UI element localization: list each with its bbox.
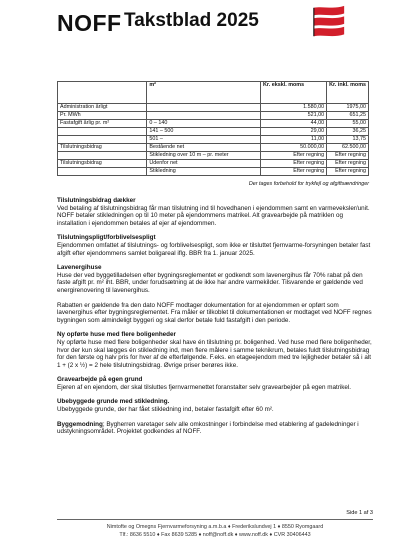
section-heading: Lavenergihuse bbox=[57, 264, 102, 272]
footer-divider bbox=[57, 519, 373, 520]
table-cell: Efter regning bbox=[327, 152, 369, 160]
header-brand: NOFF bbox=[57, 10, 122, 36]
table-cell bbox=[58, 128, 147, 136]
table-header-cell: Kr. ekskl. moms bbox=[261, 82, 327, 104]
table-cell bbox=[58, 152, 147, 160]
document-body bbox=[57, 197, 373, 443]
paragraph: Huse der ved byggetilladelsen efter bygningsreglementet er godkendt som lavenergihus får 70% rabat på den faste afgift pr. m² iht. BBR, under forudsætning at de ikke har andre varmekilder. Tilsvarende er gældende ved energirenovering til lavenergihus. bbox=[57, 271, 363, 294]
table-cell bbox=[58, 136, 147, 144]
table-cell: 0 – 140 bbox=[147, 120, 261, 128]
table-cell: 11,00 bbox=[261, 136, 327, 144]
table-cell: Udenfor net bbox=[147, 160, 261, 168]
paragraph bbox=[57, 421, 373, 436]
paragraph: Ved betaling af tilslutningsbidrag får man tilslutning ind til hovedhanen i ejendommen samt en varmeveksler/unit. bbox=[57, 204, 370, 212]
table-cell: Efter regning bbox=[327, 160, 369, 168]
table-cell: Tilslutningsbidrag bbox=[58, 160, 147, 168]
table-row bbox=[58, 144, 369, 152]
table-row bbox=[58, 136, 369, 144]
section-heading: Tilslutningsbidrag dækker bbox=[57, 197, 136, 204]
table-cell: 1975,00 bbox=[327, 104, 369, 112]
section-heading: Tilslutningspligt/forblivelsespligt bbox=[57, 234, 156, 242]
table-cell: Administration årligt bbox=[58, 104, 147, 112]
table-note: Der tages forbehold for trykfejl og afgiftsændringer bbox=[248, 181, 369, 187]
table-row bbox=[58, 160, 369, 168]
price-table bbox=[57, 81, 369, 176]
table-cell: Pr. MWh bbox=[58, 112, 147, 120]
table-cell: 13,75 bbox=[327, 136, 369, 144]
section-heading: Ny opførte huse med flere boligenheder bbox=[57, 331, 176, 339]
table-cell: 141 – 500 bbox=[147, 128, 261, 136]
footer-contact: Tlf.: 8636 5510 ♦ Fax 8639 5285 ♦ noff@noff.dk ♦ www.noff.dk ♦ CVR 30406443 bbox=[119, 532, 311, 538]
paragraph: Ejendommen omfattet af tilslutnings- og forblivelsespligt, som ikke er tilsluttet fjernvarme-forsyningen betaler fast afgift efter ejendommens samlet boligareal iflg. BBR fra 1. januar 2025. bbox=[57, 241, 371, 257]
table-row bbox=[58, 128, 369, 136]
section-heading: Gravearbejde på egen grund bbox=[57, 376, 143, 384]
paragraph: Ny opførte huse med flere boligenheder skal have én tilslutning pr. boligenhed. Ved huse med flere boligenheder, hvor der kun skal lægges én stikledning ind, men flere målere i samme teknikrum, betales fuldt tilslutningsbidrag for den første og halv pris for hver af de efterfølgende. F.eks. en etageejendom med tre lejligheder betaler så i alt 1 + (2 x ½) = 2 hele tilslutningsbidrag. Øvrige priser berøres ikke. bbox=[57, 338, 372, 369]
paragraph: Ejeren af en ejendom, der skal tilsluttes fjernvarmenettet foranstalter selv gravearbejder på egen matrikel. bbox=[57, 383, 352, 391]
table-cell: Fastafgift årlig pr. m² bbox=[58, 120, 147, 128]
page-title: Takstblad 2025 bbox=[124, 10, 259, 31]
table-cell: 62.500,00 bbox=[327, 144, 369, 152]
inline-heading: Byggemodning bbox=[57, 420, 103, 428]
table-cell: Bestående net bbox=[147, 144, 261, 152]
table-cell: Efter regning bbox=[327, 168, 369, 176]
table-row bbox=[58, 120, 369, 128]
table-cell: 50.000,00 bbox=[261, 144, 327, 152]
page-number: Side 1 af 3 bbox=[346, 510, 373, 516]
table-row bbox=[58, 104, 369, 112]
table-header-cell: Kr. inkl. moms bbox=[327, 82, 369, 104]
table-cell bbox=[58, 168, 147, 176]
table-header-cell: m² bbox=[147, 82, 261, 104]
paragraph-text: ; Bygherren varetager selv alle omkostninger i forbindelse med etablering af gadeledninger i udstykningsområdet. Projektet godkendes af NOFF. bbox=[57, 420, 359, 436]
table-cell: 29,00 bbox=[261, 128, 327, 136]
paragraph: Rabatten er gældende fra den dato NOFF modtager dokumentation for at ejendommen er opført som lavenergihus efter bygningsreglementet. Fra måler er tilkoblet til dokumentationen er modtaget ved NOFF regnes bygningen som almindeligt byggeri og skal derfor betale fuld fastafgift i den periode. bbox=[57, 301, 372, 324]
table-cell: Efter regning bbox=[261, 152, 327, 160]
footer bbox=[57, 523, 373, 539]
table-cell: Tilslutningsbidrag bbox=[58, 144, 147, 152]
paragraph: NOFF betaler stikledningen op til 10 meter på ejendommens matrikel. Alt gravearbejde på matriklen og installation i ejendommen betales af ejer af ejendommen. bbox=[57, 212, 343, 227]
table-row bbox=[58, 152, 369, 160]
table-cell: Stikledning over 10 m – pr. meter bbox=[147, 152, 261, 160]
footer-address: Nimtofte og Omegns Fjernvarmeforsyning a.m.b.a ♦ Frederikslundvej 1 ♦ 8550 Ryomgaard bbox=[106, 524, 324, 530]
table-row bbox=[58, 112, 369, 120]
table-cell: Stikledning bbox=[147, 168, 261, 176]
table-cell: 44,00 bbox=[261, 120, 327, 128]
table-cell: 36,25 bbox=[327, 128, 369, 136]
table-cell: 1.580,00 bbox=[261, 104, 327, 112]
company-logo bbox=[310, 4, 348, 40]
table-row bbox=[58, 168, 369, 176]
table-cell bbox=[147, 104, 261, 112]
table-cell: 55,00 bbox=[327, 120, 369, 128]
table-cell: 521,00 bbox=[261, 112, 327, 120]
table-header-row bbox=[58, 82, 369, 104]
table-cell: Efter regning bbox=[261, 168, 327, 176]
section-heading: Ubebyggede grunde med stikledning. bbox=[57, 398, 170, 406]
table-cell: 501 – bbox=[147, 136, 261, 144]
paragraph: Ubebyggede grunde, der har fået stikledning ind, betaler fastafgift efter 60 m². bbox=[57, 406, 274, 414]
table-cell: 651,25 bbox=[327, 112, 369, 120]
table-header-cell bbox=[58, 82, 147, 104]
table-cell: Efter regning bbox=[261, 160, 327, 168]
table-cell bbox=[147, 112, 261, 120]
